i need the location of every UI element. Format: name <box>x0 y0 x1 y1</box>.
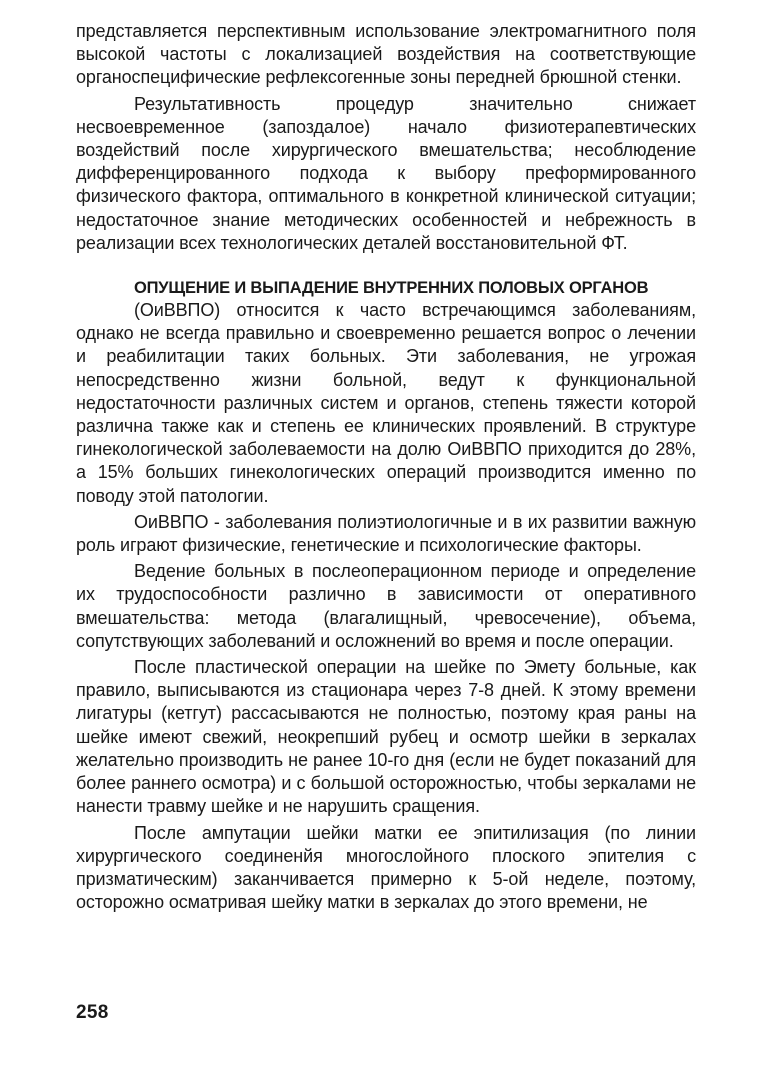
paragraph-4: ОиВВПО - заболевания полиэтиологичные и в их развитии важную роль играют физические, генетические и психологические факторы. <box>76 511 696 556</box>
page-number: 258 <box>76 1002 109 1023</box>
paragraph-7: После ампутации шейки матки ее эпитилизация (по линии хирургического соединенйя многослойного плоского эпителия с призматическим) заканчивается примерно к 5-ой неделе, поэтому, осторожно осматривая шейку матки в зеркалах до этого времени, не <box>76 822 696 913</box>
paragraph-6: После пластической операции на шейке по Эмету больные, как правило, выписываются из стационара через 7-8 дней. К этому времени лигатуры (кетгут) рассасываются не полностью, поэтому края раны на шейке имеют свежий, неокрепший рубец и осмотр шейки в зеркалах желательно производить не ранее 10-го дня (если не будет показаний для более раннего осмотра) и с большой осторожностью, чтобы зеркалами не нанести травму шейке и не нарушить сращения. <box>76 657 696 817</box>
paragraph-3: (ОиВВПО) относится к часто встречающимся заболеваниям, однако не всегда правильно и своевременно решается вопрос о лечении и реабилитации таких больных. Эти заболевания, не угрожая непосредственно жизни больной, ведут к функциональной недостаточности различных систем и органов, степень тяжести которой различна также как и степень ее клинических проявлений. В структуре гинекологической заболеваемости на долю ОиВВПО приходится до 28%, а 15% больших гинекологических операций производится именно по поводу этой патологии. <box>76 300 696 506</box>
document-page <box>76 20 696 914</box>
section-heading: ОПУЩЕНИЕ И ВЫПАДЕНИЕ ВНУТРЕННИХ ПОЛОВЫХ ОРГАНОВ <box>134 279 649 298</box>
paragraph-2: Результативность процедур значительно снижает несвоевременное (запоздалое) начало физиотерапевтических воздействий после хирургического вмешательства; несоблюдение дифференцированного подхода к выбору преформированного физического фактора, оптимального в конкретной клинической ситуации; недостаточное знание методических особенностей и небрежность в реализации всех технологических деталей восстановительной ФТ. <box>76 93 696 253</box>
paragraph-1: представляется перспективным использование электромагнитного поля высокой частоты с локализацией воздействия на соответствующие органоспецифические рефлексогенные зоны передней брюшной стенки. <box>76 21 696 88</box>
paragraph-5: Ведение больных в послеоперационном периоде и определение их трудоспособности различно в зависимости от оперативного вмешательства: метода (влагалищный, чревосечение), объема, сопутствующих заболеваний и осложнений во время и после операции. <box>76 561 696 651</box>
